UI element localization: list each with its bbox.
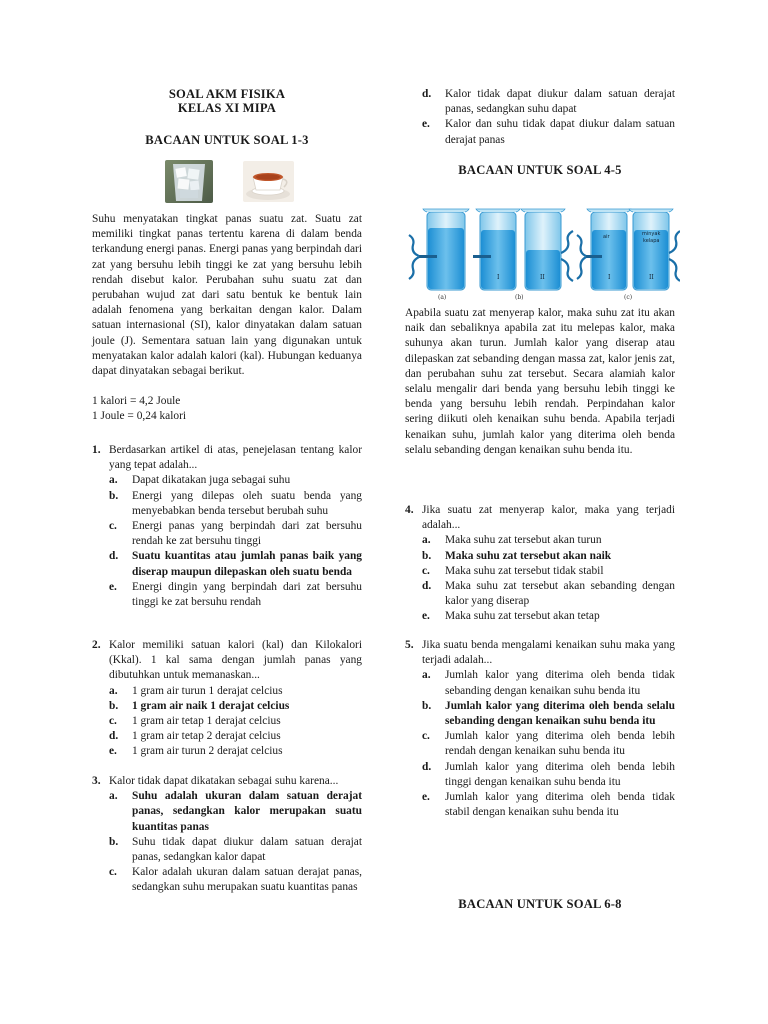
question-text: Jika suatu benda mengalami kenaikan suhu maka yang terjadi adalah...: [422, 639, 675, 667]
page-subtitle: KELAS XI MIPA: [177, 101, 277, 115]
option-5a[interactable]: [422, 668, 675, 698]
option-letter: b.: [422, 699, 432, 712]
option-4e[interactable]: [422, 609, 675, 624]
option-5e[interactable]: [422, 790, 675, 820]
option-text: 1 gram air turun 2 derajat celcius: [132, 745, 283, 758]
question-3: [92, 774, 362, 896]
question-text: Kalor tidak dapat dikatakan sebagai suhu karena...: [109, 775, 339, 787]
question-text: Jika suatu zat menyerap kalor, maka yang terjadi adalah...: [422, 504, 675, 532]
question-1: [92, 443, 362, 610]
option-text: 1 gram air tetap 1 derajat celcius: [132, 715, 281, 728]
option-text: Jumlah kalor yang diterima oleh benda selalu sebanding dengan kenaikan suhu benda itu: [445, 699, 675, 728]
label-air: air: [603, 234, 610, 240]
option-text: Maka suhu zat tersebut akan tetap: [445, 610, 600, 623]
option-letter: a.: [422, 669, 431, 682]
option-2a[interactable]: [109, 684, 362, 699]
option-text: Dapat dikatakan juga sebagai suhu: [132, 474, 291, 487]
option-3c[interactable]: [109, 865, 362, 895]
option-3d[interactable]: [422, 87, 675, 117]
label-b: (b): [515, 294, 524, 301]
option-5c[interactable]: [422, 729, 675, 759]
option-text: Energi panas yang berpindah dari zat bersuhu rendah ke zat bersuhu tinggi: [132, 520, 362, 548]
option-letter: d.: [109, 550, 119, 563]
option-3a[interactable]: [109, 789, 362, 835]
reading-1-paragraph: Suhu menyatakan tingkat panas suatu zat. Suatu zat memiliki tingkat panas tertentu karena di dalam benda terkandung energi panas. Energi panas yang berpindah dari zat yang bersuhu lebih tinggi ke zat yang bersuhu lebih rendah disebut kalor. Perubahan suhu suatu zat dan perubahan wujud zat dari satu bentuk ke bentuk lain adalah fenomena yang berkaitan dengan kalor. Dalam satuan internasional (SI), kalor dinyatakan dalam satuan joule (J). Sementara satuan lain yang digunakan untuk menyatakan kalor adalah kalori (kal). Hubungan keduanya dapat dinyatakan sebagai berikut.: [92, 213, 362, 378]
option-5b[interactable]: [422, 699, 675, 729]
question-4: [405, 503, 675, 625]
option-2d[interactable]: [109, 729, 362, 744]
option-letter: c.: [422, 564, 430, 577]
option-text: Suhu tidak dapat diukur dalam satuan derajat panas, sedangkan kalor dapat: [132, 835, 362, 864]
option-1b[interactable]: [109, 489, 362, 519]
option-letter: a.: [109, 790, 118, 803]
label-roman-2-b: II: [540, 274, 545, 281]
option-letter: c.: [109, 866, 117, 879]
section-heading-4-5: BACAAN UNTUK SOAL 4-5: [458, 163, 622, 177]
option-letter: c.: [422, 730, 430, 743]
option-letter: a.: [422, 534, 431, 547]
label-c: (c): [624, 294, 633, 301]
page-title: SOAL AKM FISIKA: [168, 87, 286, 101]
option-text: 1 gram air turun 1 derajat celcius: [132, 684, 283, 697]
conversion-kalori-joule: 1 kalori = 4,2 Joule: [92, 395, 181, 407]
label-roman-1-b: I: [497, 274, 500, 281]
option-1c[interactable]: [109, 519, 362, 549]
option-text: Maka suhu zat tersebut akan naik: [445, 549, 612, 562]
option-text: Jumlah kalor yang diterima oleh benda tidak sebanding dengan kenaikan suhu benda itu: [445, 669, 675, 697]
option-text: Energi yang dilepas oleh suatu benda yang menyebabkan benda tersebut berubah suhu: [132, 489, 362, 517]
question-text: Berdasarkan artikel di atas, penejelasan tentang kalor yang tepat adalah...: [109, 444, 362, 472]
section-heading-1-3: BACAAN UNTUK SOAL 1-3: [145, 133, 309, 147]
beakers-figure: [405, 203, 680, 303]
option-letter: d.: [422, 88, 432, 100]
question-number: 5.: [405, 639, 414, 651]
option-3b[interactable]: [109, 835, 362, 865]
option-5d[interactable]: [422, 760, 675, 790]
question-number: 3.: [92, 775, 101, 787]
conversion-joule-kalori: 1 Joule = 0,24 kalori: [92, 410, 187, 422]
label-a: (a): [438, 294, 447, 301]
label-roman-2-c: II: [649, 274, 654, 281]
option-letter: e.: [422, 610, 430, 623]
option-letter: d.: [422, 760, 432, 773]
label-minyak: minyak: [642, 231, 661, 237]
section-heading-6-8: BACAAN UNTUK SOAL 6-8: [458, 897, 622, 911]
hot-tea-image: [243, 161, 294, 202]
reading-2-paragraph: Apabila suatu zat menyerap kalor, maka suhu zat itu akan naik dan sebaliknya apabila zat itu melepas kalor, maka suhunya akan turun. Jumlah kalor yang diserap atau dilepaskan zat sebanding dengan massa zat, kalor jenis zat, dan perubahan suhu zat tersebut. Secara alamiah kalor selalu mengalir dari benda yang bersuhu lebih tinggi ke benda yang bersuhu lebih rendah. Perpindahan kalor sering diikuti oleh kenaikan suhu benda. Apabila terjadi kenaikan suhu, jumlah kalor yang diterima oleh benda selalu sebanding dengan kenaikan suhu benda itu.: [405, 307, 675, 456]
option-text: Jumlah kalor yang diterima oleh benda tidak stabil dengan kenaikan suhu benda itu: [445, 791, 675, 819]
ice-glass-image: [165, 160, 213, 203]
option-4b[interactable]: [422, 549, 675, 564]
option-1d[interactable]: [109, 549, 362, 579]
question-2: [92, 638, 362, 760]
option-2c[interactable]: [109, 714, 362, 729]
option-letter: e.: [109, 745, 117, 758]
option-text: Kalor adalah ukuran dalam satuan derajat panas, sedangkan suhu merupakan suatu kuantitas panas: [132, 866, 362, 894]
question-number: 2.: [92, 639, 101, 651]
option-letter: c.: [109, 715, 117, 728]
option-2b[interactable]: [109, 699, 362, 714]
option-letter: c.: [109, 520, 117, 533]
option-text: Kalor dan suhu tidak dapat diukur dalam satuan derajat panas: [445, 118, 675, 146]
option-letter: d.: [422, 580, 432, 593]
option-text: Kalor tidak dapat diukur dalam satuan derajat panas, sedangkan suhu dapat: [445, 88, 675, 116]
question-5: [405, 638, 675, 820]
option-3e[interactable]: [422, 117, 675, 147]
option-text: Maka suhu zat tersebut tidak stabil: [445, 564, 604, 577]
option-text: Jumlah kalor yang diterima oleh benda lebih tinggi dengan kenaikan suhu benda itu: [445, 760, 675, 788]
option-text: 1 gram air naik 1 derajat celcius: [132, 699, 290, 712]
option-text: Energi dingin yang berpindah dari zat bersuhu tinggi ke zat bersuhu rendah: [132, 580, 362, 609]
option-4d[interactable]: [422, 579, 675, 609]
label-kelapa: kelapa: [643, 238, 660, 244]
option-4c[interactable]: [422, 564, 675, 579]
option-letter: b.: [109, 835, 119, 848]
option-text: Maka suhu zat tersebut akan turun: [445, 534, 602, 547]
option-letter: d.: [109, 730, 119, 743]
question-number: 1.: [92, 444, 101, 456]
option-text: 1 gram air tetap 2 derajat celcius: [132, 730, 281, 743]
option-4a[interactable]: [422, 533, 675, 548]
question-3-continued: [405, 87, 675, 148]
option-letter: e.: [109, 580, 117, 593]
label-roman-1-c: I: [608, 274, 611, 281]
option-letter: b.: [422, 549, 432, 562]
option-letter: b.: [109, 699, 119, 712]
option-letter: e.: [422, 791, 430, 804]
option-2e[interactable]: [109, 744, 362, 759]
option-1a[interactable]: [109, 473, 362, 488]
option-letter: b.: [109, 489, 119, 502]
question-number: 4.: [405, 504, 414, 516]
option-text: Suatu kuantitas atau jumlah panas baik yang diserap maupun dilepaskan oleh suatu benda: [132, 550, 362, 578]
option-text: Jumlah kalor yang diterima oleh benda lebih rendah dengan kenaikan suhu benda itu: [445, 730, 675, 758]
option-1e[interactable]: [109, 580, 362, 610]
option-letter: a.: [109, 474, 118, 487]
option-text: Maka suhu zat tersebut akan sebanding dengan kalor yang diserap: [445, 580, 675, 608]
option-letter: a.: [109, 684, 118, 697]
option-text: Suhu adalah ukuran dalam satuan derajat panas, sedangkan kalor merupakan suatu kuantitas panas: [132, 790, 362, 833]
question-text: Kalor memiliki satuan kalori (kal) dan Kilokalori (Kkal). 1 kal sama dengan jumlah panas yang dibutuhkan untuk memanaskan...: [109, 639, 362, 682]
option-letter: e.: [422, 118, 430, 131]
